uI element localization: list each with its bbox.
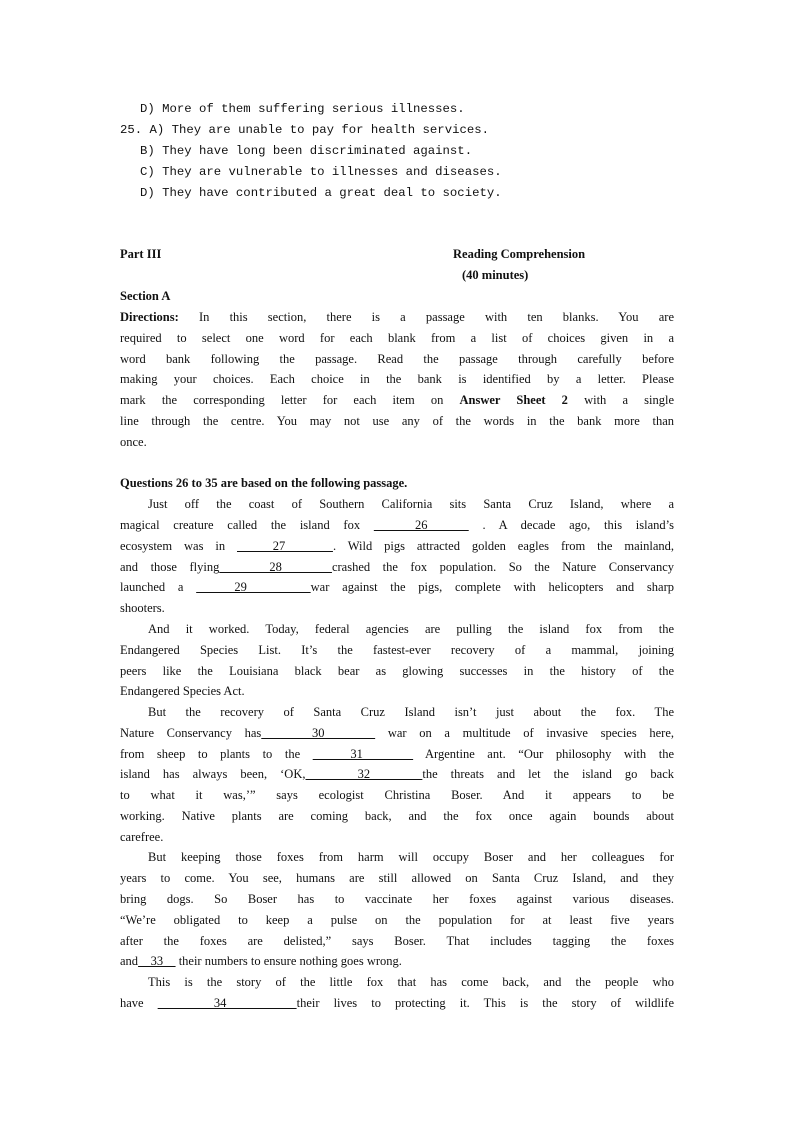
passage-line: Nature Conservancy has 30 war on a multitude of invasive species here,	[120, 726, 675, 740]
q25-option-c: C) They are vulnerable to illnesses and diseases.	[140, 165, 502, 179]
passage-line: from sheep to plants to the 31 Argentine ant. “Our philosophy with the	[120, 747, 674, 761]
passage-line: have 34 their lives to protecting it. This is the story of wildlife	[120, 996, 674, 1010]
passage-line: and 33 their numbers to ensure nothing goes wrong.	[120, 954, 402, 968]
directions-line-2: required to select one word for each blank from a list of choices given in a	[120, 331, 674, 345]
passage-line: But the recovery of Santa Cruz Island isn’t just about the fox. The	[148, 705, 674, 719]
blank-32[interactable]: 32	[305, 767, 423, 781]
section-title: Section A	[120, 289, 171, 303]
passage-line: and those flying 28 crashed the fox population. So the Nature Conservancy	[120, 560, 674, 574]
passage-line: Endangered Species Act.	[120, 684, 245, 698]
passage-line: after the foxes are delisted,” says Boser. That includes tagging the foxes	[120, 934, 674, 948]
passage-line: island has always been, ‘OK, 32 the threats and let the island go back	[120, 767, 675, 781]
directions-line-7: once.	[120, 435, 147, 449]
blank-33[interactable]: 33	[138, 954, 176, 968]
directions-line-6: line through the centre. You may not use any of the words in the bank more than	[120, 414, 674, 428]
directions-line-1: Directions: In this section, there is a passage with ten blanks. You are	[120, 310, 674, 324]
passage-line: This is the story of the little fox that has come back, and the people who	[148, 975, 674, 989]
passage-line: magical creature called the island fox 26 . A decade ago, this island’s	[120, 518, 674, 532]
part-title: Reading Comprehension	[453, 247, 586, 261]
passage-line: But keeping those foxes from harm will occupy Boser and her colleagues for	[148, 850, 674, 864]
passage-line: And it worked. Today, federal agencies are pulling the island fox from the	[148, 622, 674, 636]
blank-27[interactable]: 27	[237, 539, 333, 553]
blank-29[interactable]: 29	[196, 580, 311, 594]
part-label: Part III	[120, 247, 162, 261]
q24-option-d: D) More of them suffering serious illnesses.	[140, 102, 465, 116]
passage-line: peers like the Louisiana black bear as glowing successes in the history of the	[120, 664, 674, 678]
passage-line: “We’re obligated to keep a pulse on the population for at least five years	[120, 913, 674, 927]
passage-line: working. Native plants are coming back, and the fox once again bounds about	[120, 809, 674, 823]
blank-26[interactable]: 26	[373, 518, 469, 532]
blank-28[interactable]: 28	[219, 560, 332, 574]
directions-label: Directions:	[120, 310, 179, 324]
blank-31[interactable]: 31	[312, 747, 414, 761]
passage-line: to what it was,’” says ecologist Christina Boser. And it appears to be	[120, 788, 674, 802]
q25-option-b: B) They have long been discriminated against.	[140, 144, 473, 158]
directions-line-3: word bank following the passage. Read the passage through carefully before	[120, 352, 674, 366]
answer-sheet-ref: Answer Sheet 2	[459, 393, 568, 407]
q25-option-d: D) They have contributed a great deal to society.	[140, 186, 502, 200]
blank-30[interactable]: 30	[261, 726, 376, 740]
passage-line: years to come. You see, humans are still allowed on Santa Cruz Island, and they	[120, 871, 674, 885]
directions-line-5: mark the corresponding letter for each item on Answer Sheet 2 with a single	[120, 393, 674, 407]
passage-line: shooters.	[120, 601, 165, 615]
passage-line: carefree.	[120, 830, 164, 844]
passage-line: bring dogs. So Boser has to vaccinate her foxes against various diseases.	[120, 892, 674, 906]
directions-line-4: making your choices. Each choice in the bank is identified by a letter. Please	[120, 372, 674, 386]
passage-line: ecosystem was in 27 . Wild pigs attracted golden eagles from the mainland,	[120, 539, 675, 553]
passage-line: Just off the coast of Southern California sits Santa Cruz Island, where a	[148, 497, 674, 511]
blank-34[interactable]: 34	[157, 996, 297, 1010]
passage-line: launched a 29 war against the pigs, complete with helicopters and sharp	[120, 580, 675, 594]
q25-option-a: 25. A) They are unable to pay for health services.	[120, 123, 489, 137]
part-time: (40 minutes)	[462, 268, 529, 282]
questions-header: Questions 26 to 35 are based on the following passage.	[120, 476, 408, 490]
passage-line: Endangered Species List. It’s the fastest-ever recovery of a mammal, joining	[120, 643, 674, 657]
